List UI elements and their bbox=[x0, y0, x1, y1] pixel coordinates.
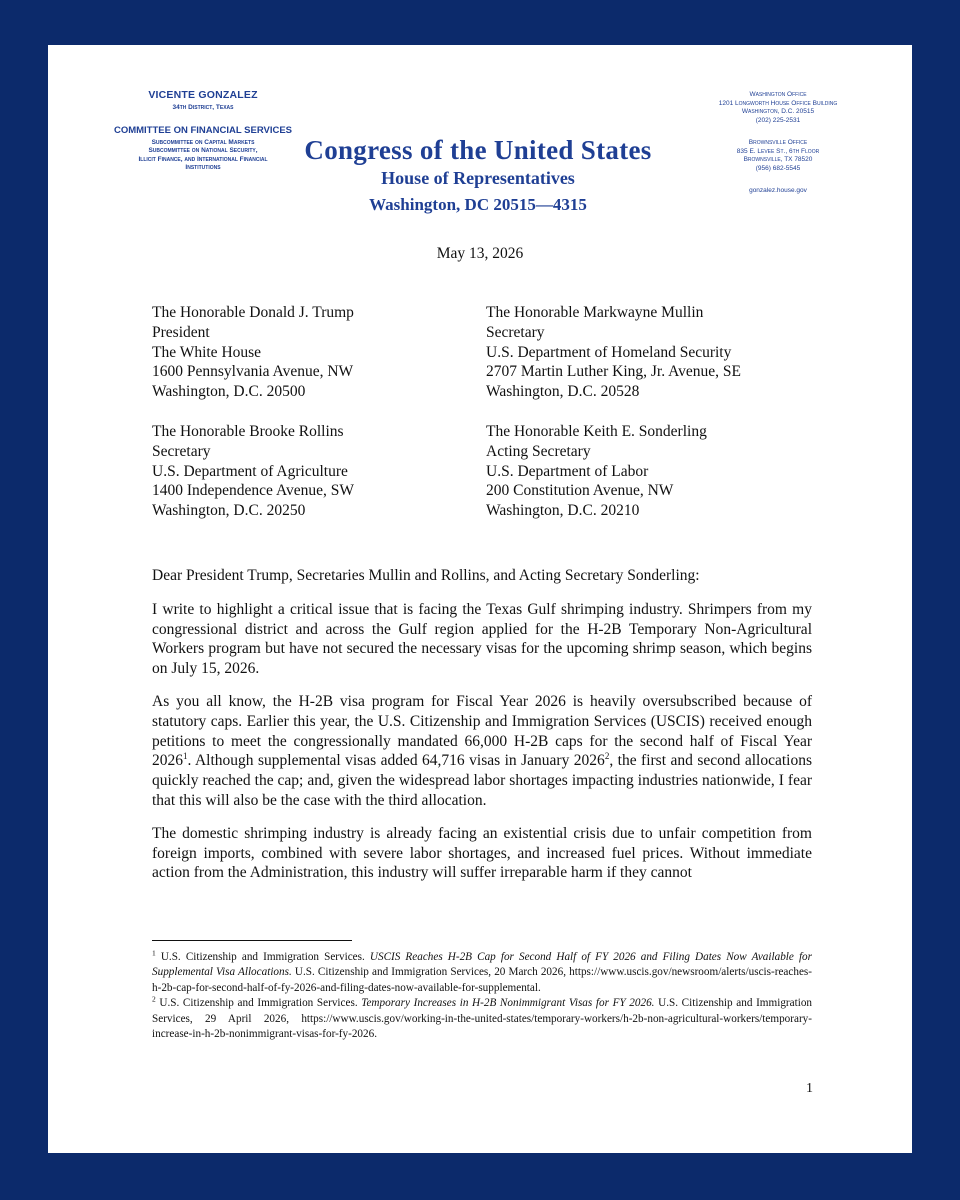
address-line: U.S. Department of Agriculture bbox=[152, 462, 348, 480]
footnote-author: U.S. Citizenship and Immigration Services. bbox=[155, 997, 362, 1010]
website: gonzalez.house.gov bbox=[749, 187, 807, 194]
office-line: Brownsville Office bbox=[748, 139, 808, 146]
committee: COMMITTEE ON FINANCIAL SERVICES bbox=[113, 124, 293, 136]
letterhead-right bbox=[678, 91, 878, 196]
footnote-author: U.S. Citizenship and Immigration Services. bbox=[155, 951, 370, 963]
address-line: 1400 Independence Avenue, SW bbox=[152, 482, 355, 500]
footnote-title: USCIS Reaches H-2B Cap for Second Half of FY 2026 and Filing Dates Now Available for Supplemental Visa Allocations. bbox=[152, 951, 812, 979]
footnote-divider bbox=[152, 940, 352, 941]
office-line: (956) 682-5545 bbox=[755, 164, 801, 172]
footnote-source: U.S. Citizenship and Immigration Services, 20 March 2026, https://www.uscis.gov/newsroom/alerts/uscis-reaches-h-2b-cap-for-second-half-of-fy-2026-and-filing-dates-now-available-for-supplemental. bbox=[152, 966, 812, 994]
address-line: Washington, D.C. 20500 bbox=[152, 383, 306, 401]
footnote-source: U.S. Citizenship and Immigration Services, 29 April 2026, https://www.uscis.gov/working-in-the-united-states/temporary-workers/h-2b-non-agricultural-workers/temporary-increase-in-h-2b-nonimmigrant-visas-for-fy-2026. bbox=[152, 997, 813, 1041]
subcommittee-line: Illicit Finance, and International Financial bbox=[138, 155, 268, 163]
paragraph-text: , the first and second allocations quickly reached the cap; and, given the widespread labor shortages impacting industries nationwide, I fear that this will also be the case with the third allocation. bbox=[152, 752, 812, 809]
letterhead-title-block bbox=[298, 135, 658, 215]
address-line: Washington, D.C. 20250 bbox=[152, 502, 306, 520]
member-name: VICENTE GONZALEZ bbox=[148, 89, 258, 101]
address-line: 2707 Martin Luther King, Jr. Avenue, SE bbox=[486, 363, 742, 381]
letter-date: May 13, 2026 bbox=[436, 245, 524, 262]
footnote-ref[interactable]: 1 bbox=[183, 751, 188, 762]
address-line: U.S. Department of Homeland Security bbox=[486, 343, 732, 361]
paragraph-text: . Although supplemental visas added 64,716 visas in January 2026 bbox=[187, 752, 605, 770]
address-line: Washington, D.C. 20210 bbox=[486, 502, 640, 520]
page-number: 1 bbox=[806, 1081, 813, 1096]
salutation: Dear President Trump, Secretaries Mullin and Rollins, and Acting Secretary Sonderling: bbox=[152, 567, 700, 584]
address-line: The White House bbox=[152, 343, 262, 361]
letterhead-left bbox=[78, 89, 328, 173]
subcommittee-line: Subcommittee on Capital Markets bbox=[151, 138, 255, 146]
congress-title: Congress of the United States bbox=[304, 135, 652, 165]
footnote bbox=[152, 950, 812, 996]
address-line: The Honorable Donald J. Trump bbox=[152, 304, 354, 321]
office-line: 1201 Longworth House Office Building bbox=[718, 99, 838, 107]
footnote bbox=[152, 996, 812, 1042]
address-line: Secretary bbox=[486, 323, 545, 341]
office-line: Washington, D.C. 20515 bbox=[741, 108, 815, 115]
footnote-ref[interactable]: 2 bbox=[604, 751, 610, 762]
office-line: Brownsville, TX 78520 bbox=[743, 156, 813, 163]
address-line: U.S. Department of Labor bbox=[486, 462, 649, 480]
office-line: Washington Office bbox=[749, 91, 807, 98]
recipient-address bbox=[152, 303, 354, 402]
address-line: 200 Constitution Avenue, NW bbox=[486, 482, 674, 500]
address-line: The Honorable Markwayne Mullin bbox=[486, 304, 704, 321]
address-line: Secretary bbox=[152, 442, 211, 460]
footnote-number: 1 bbox=[152, 948, 156, 958]
letter-page bbox=[48, 45, 912, 1153]
address-line: 1600 Pennsylvania Avenue, NW bbox=[152, 363, 354, 381]
recipient-address bbox=[486, 303, 741, 402]
recipient-address bbox=[486, 422, 707, 521]
office-line: 835 E. Levee St., 6th Floor bbox=[736, 147, 820, 155]
footnotes bbox=[152, 950, 812, 1042]
subcommittee-line: Subcommittee on National Security, bbox=[148, 147, 258, 154]
office-line: (202) 225-2531 bbox=[755, 116, 801, 124]
address-line: Acting Secretary bbox=[486, 442, 591, 460]
footnote-number: 2 bbox=[152, 994, 156, 1004]
city-zip: Washington, DC 20515—4315 bbox=[369, 195, 587, 214]
address-line: Washington, D.C. 20528 bbox=[486, 383, 640, 401]
body-paragraph bbox=[152, 692, 812, 811]
footnote-title: Temporary Increases in H-2B Nonimmigrant Visas for FY 2026. bbox=[361, 997, 655, 1010]
address-line: President bbox=[152, 323, 210, 341]
house-subtitle: House of Representatives bbox=[381, 168, 575, 188]
district: 34th District, Texas bbox=[172, 104, 234, 111]
subcommittee-line: Institutions bbox=[185, 164, 221, 171]
body-paragraph: I write to highlight a critical issue that is facing the Texas Gulf shrimping industry. Shrimpers from my congressional district and across the Gulf region applied for the H-2B Temporary Non-Agricultural Workers program but have not secured the necessary visas for the upcoming shrimp season, which begins on July 15, 2026. bbox=[152, 600, 812, 678]
address-line: The Honorable Brooke Rollins bbox=[152, 423, 344, 440]
recipient-address bbox=[152, 422, 354, 521]
letter-body bbox=[152, 566, 812, 896]
address-line: The Honorable Keith E. Sonderling bbox=[486, 423, 707, 440]
paragraph-text: As you all know, the H-2B visa program for Fiscal Year 2026 is heavily oversubscribed because of statutory caps. Earlier this year, the U.S. Citizenship and Immigration Services (USCIS) received enough petitions to meet the congressionally mandated 66,000 H-2B caps for the second half of Fiscal Year 2026 bbox=[152, 692, 812, 770]
body-paragraph: The domestic shrimping industry is already facing an existential crisis due to unfair competition from foreign imports, combined with severe labor shortages, and increased fuel prices. Without immediate action from the Administration, this industry will suffer irreparable harm if they cannot bbox=[152, 824, 812, 882]
